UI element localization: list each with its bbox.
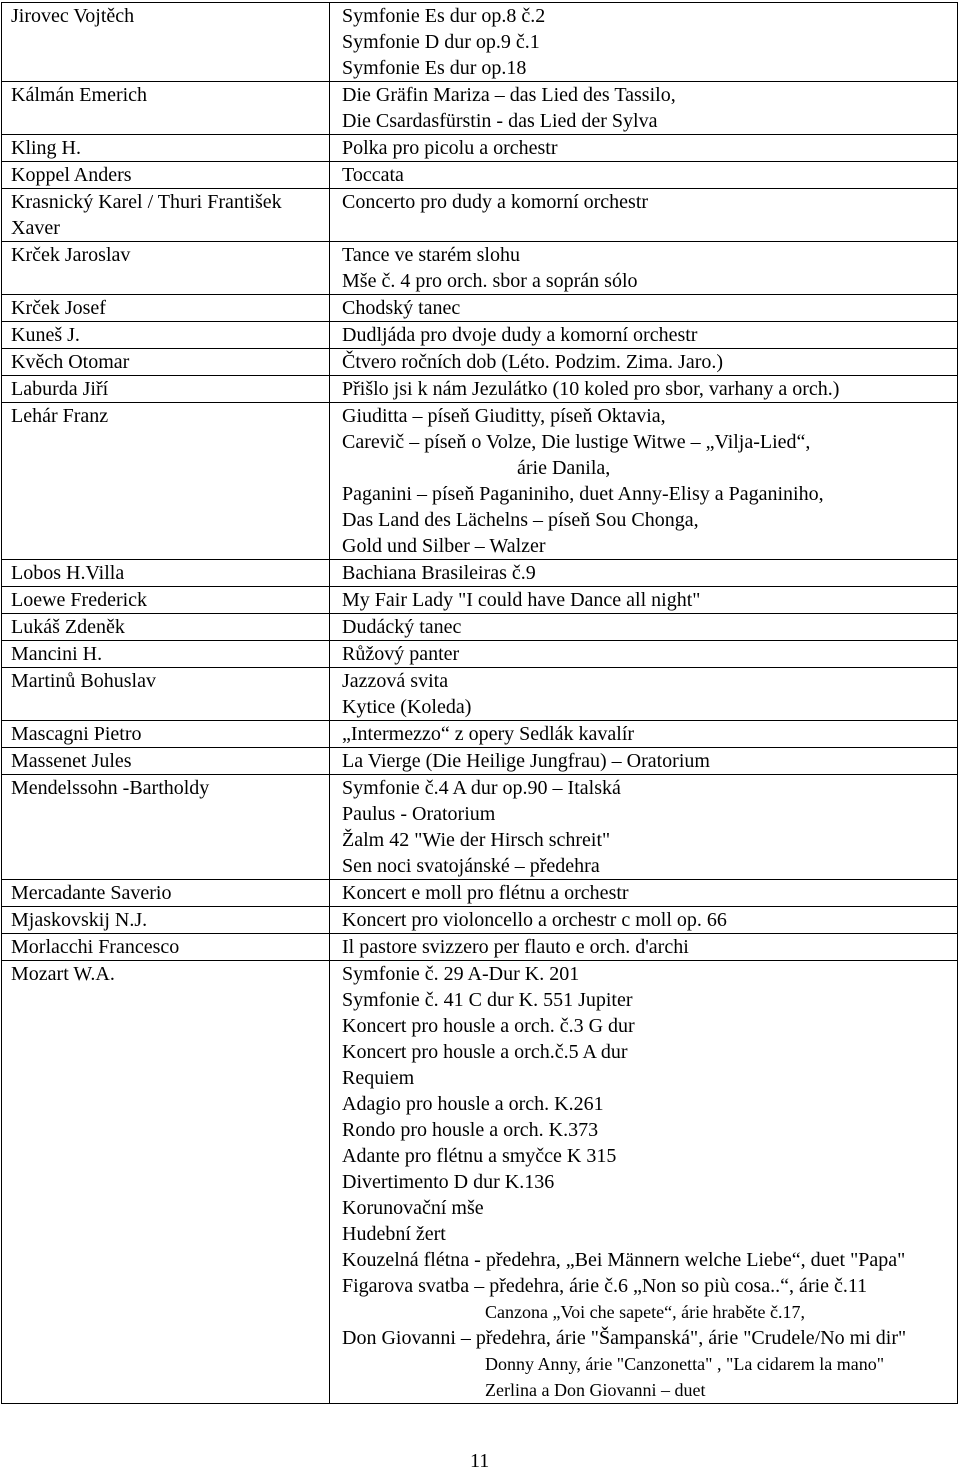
work-title: Die Gräfin Mariza – das Lied des Tassilo,	[342, 84, 676, 106]
composer-cell: Mercadante Saverio	[2, 880, 330, 907]
work-title: Mše č. 4 pro orch. sbor a soprán sólo	[342, 270, 638, 292]
work-title: Jazzová svita	[342, 670, 449, 692]
composer-cell: Krasnický Karel / Thuri František Xaver	[2, 189, 330, 242]
composer-cell: Koppel Anders	[2, 162, 330, 189]
work-title: Symfonie č.4 A dur op.90 – Italská	[342, 777, 621, 799]
work-title: árie Danila,	[517, 457, 611, 479]
works-cell	[330, 3, 958, 82]
table-row	[2, 3, 958, 82]
table-row	[2, 162, 958, 189]
work-title: Přišlo jsi k nám Jezulátko (10 koled pro sbor, varhany a orch.)	[342, 378, 840, 400]
work-title: Kouzelná flétna - předehra, „Bei Männern welche Liebe“, duet "Papa"	[342, 1249, 906, 1271]
works-cell	[330, 748, 958, 775]
work-title: Růžový panter	[342, 643, 460, 665]
table-row	[2, 403, 958, 560]
work-title: Don Giovanni – předehra, árie "Šampanská", árie "Crudele/No mi dir"	[342, 1327, 907, 1349]
works-cell	[330, 189, 958, 242]
work-title: Symfonie č. 41 C dur K. 551 Jupiter	[342, 989, 633, 1011]
composer-cell: Morlacchi Francesco	[2, 934, 330, 961]
composer-cell: Mozart W.A.	[2, 961, 330, 1404]
works-cell	[330, 135, 958, 162]
table-row	[2, 961, 958, 1404]
work-title: Giuditta – píseň Giuditty, píseň Oktavia,	[342, 405, 666, 427]
work-title: Korunovační mše	[342, 1197, 484, 1219]
table-row	[2, 82, 958, 135]
work-title: Donny Anny, árie "Canzonetta" , "La cidarem la mano"	[485, 1354, 885, 1374]
table-row	[2, 376, 958, 403]
work-title: Requiem	[342, 1067, 415, 1089]
works-cell	[330, 349, 958, 376]
work-title: Il pastore svizzero per flauto e orch. d'archi	[342, 936, 689, 958]
composer-cell: Laburda Jiří	[2, 376, 330, 403]
works-cell	[330, 560, 958, 587]
works-cell	[330, 242, 958, 295]
work-title: Symfonie Es dur op.18	[342, 57, 527, 79]
works-cell	[330, 961, 958, 1404]
work-title: Das Land des Lächelns – píseň Sou Chonga,	[342, 509, 699, 531]
work-title: Canzona „Voi che sapete“, árie hraběte č.17,	[485, 1302, 806, 1322]
work-title: Koncert pro violoncello a orchestr c moll op. 66	[342, 909, 727, 931]
works-cell	[330, 587, 958, 614]
repertoire-table	[1, 2, 958, 1404]
composer-cell: Kuneš J.	[2, 322, 330, 349]
composer-cell: Mjaskovskij N.J.	[2, 907, 330, 934]
work-title: „Intermezzo“ z opery Sedlák kavalír	[342, 723, 635, 745]
works-cell	[330, 721, 958, 748]
work-title: Divertimento D dur K.136	[342, 1171, 555, 1193]
work-title: Figarova svatba – předehra, árie č.6 „Non so più cosa..“, árie č.11	[342, 1275, 868, 1297]
composer-cell: Krček Josef	[2, 295, 330, 322]
table-row	[2, 775, 958, 880]
work-title: Zerlina a Don Giovanni – duet	[485, 1380, 706, 1400]
work-title: Sen noci svatojánské – předehra	[342, 855, 600, 877]
table-row	[2, 880, 958, 907]
works-cell	[330, 82, 958, 135]
works-cell	[330, 907, 958, 934]
work-title: Toccata	[342, 164, 404, 186]
works-cell	[330, 162, 958, 189]
composer-cell: Lukáš Zdeněk	[2, 614, 330, 641]
composer-cell: Kling H.	[2, 135, 330, 162]
work-title: Koncert pro housle a orch. č.3 G dur	[342, 1015, 635, 1037]
table-row	[2, 907, 958, 934]
table-row	[2, 934, 958, 961]
table-row	[2, 587, 958, 614]
work-title: Polka pro picolu a orchestr	[342, 137, 558, 159]
work-title: Rondo pro housle a orch. K.373	[342, 1119, 599, 1141]
composer-cell: Martinů Bohuslav	[2, 668, 330, 721]
work-title: Kytice (Koleda)	[342, 696, 472, 718]
composer-cell: Mascagni Pietro	[2, 721, 330, 748]
work-title: Chodský tanec	[342, 297, 461, 319]
work-title: Paulus - Oratorium	[342, 803, 496, 825]
page-number: 11	[470, 1450, 490, 1472]
composer-cell: Krček Jaroslav	[2, 242, 330, 295]
works-cell	[330, 641, 958, 668]
works-cell	[330, 295, 958, 322]
composer-cell: Lehár Franz	[2, 403, 330, 560]
table-row	[2, 748, 958, 775]
table-row	[2, 641, 958, 668]
table-row	[2, 614, 958, 641]
composer-cell: Lobos H.Villa	[2, 560, 330, 587]
table-row	[2, 668, 958, 721]
work-title: Concerto pro dudy a komorní orchestr	[342, 191, 649, 213]
table-row	[2, 560, 958, 587]
work-title: Symfonie Es dur op.8 č.2	[342, 5, 546, 27]
table-row	[2, 295, 958, 322]
works-cell	[330, 614, 958, 641]
composer-cell: Jirovec Vojtěch	[2, 3, 330, 82]
work-title: La Vierge (Die Heilige Jungfrau) – Oratorium	[342, 750, 710, 772]
table-row	[2, 721, 958, 748]
composer-cell: Loewe Frederick	[2, 587, 330, 614]
works-cell	[330, 934, 958, 961]
composer-cell: Mendelssohn -Bartholdy	[2, 775, 330, 880]
table-row	[2, 135, 958, 162]
work-title: Symfonie č. 29 A-Dur K. 201	[342, 963, 580, 985]
table-row	[2, 242, 958, 295]
work-title: Adagio pro housle a orch. K.261	[342, 1093, 604, 1115]
work-title: My Fair Lady "I could have Dance all night"	[342, 589, 701, 611]
works-cell	[330, 880, 958, 907]
composer-cell: Kvěch Otomar	[2, 349, 330, 376]
work-title: Tance ve starém slohu	[342, 244, 520, 266]
work-title: Hudební žert	[342, 1223, 446, 1245]
work-title: Dudljáda pro dvoje dudy a komorní orchestr	[342, 324, 698, 346]
table-row	[2, 189, 958, 242]
work-title: Die Csardasfürstin - das Lied der Sylva	[342, 110, 658, 132]
work-title: Adante pro flétnu a smyčce K 315	[342, 1145, 617, 1167]
works-cell	[330, 403, 958, 560]
composer-cell: Massenet Jules	[2, 748, 330, 775]
work-title: Gold und Silber – Walzer	[342, 535, 546, 557]
work-title: Koncert pro housle a orch.č.5 A dur	[342, 1041, 628, 1063]
work-title: Koncert e moll pro flétnu a orchestr	[342, 882, 629, 904]
works-cell	[330, 322, 958, 349]
work-title: Bachiana Brasileiras č.9	[342, 562, 536, 584]
works-cell	[330, 668, 958, 721]
work-title: Dudácký tanec	[342, 616, 462, 638]
work-title: Čtvero ročních dob (Léto. Podzim. Zima. Jaro.)	[342, 351, 724, 373]
work-title: Carevič – píseň o Volze, Die lustige Witwe – „Vilja-Lied“,	[342, 431, 811, 453]
works-cell	[330, 775, 958, 880]
work-title: Žalm 42 "Wie der Hirsch schreit"	[342, 829, 611, 851]
work-title: Symfonie D dur op.9 č.1	[342, 31, 540, 53]
table-row	[2, 322, 958, 349]
composer-cell: Kálmán Emerich	[2, 82, 330, 135]
works-cell	[330, 376, 958, 403]
table-row	[2, 349, 958, 376]
work-title: Paganini – píseň Paganiniho, duet Anny-Elisy a Paganiniho,	[342, 483, 824, 505]
composer-cell: Mancini H.	[2, 641, 330, 668]
repertoire-body	[2, 3, 958, 1404]
